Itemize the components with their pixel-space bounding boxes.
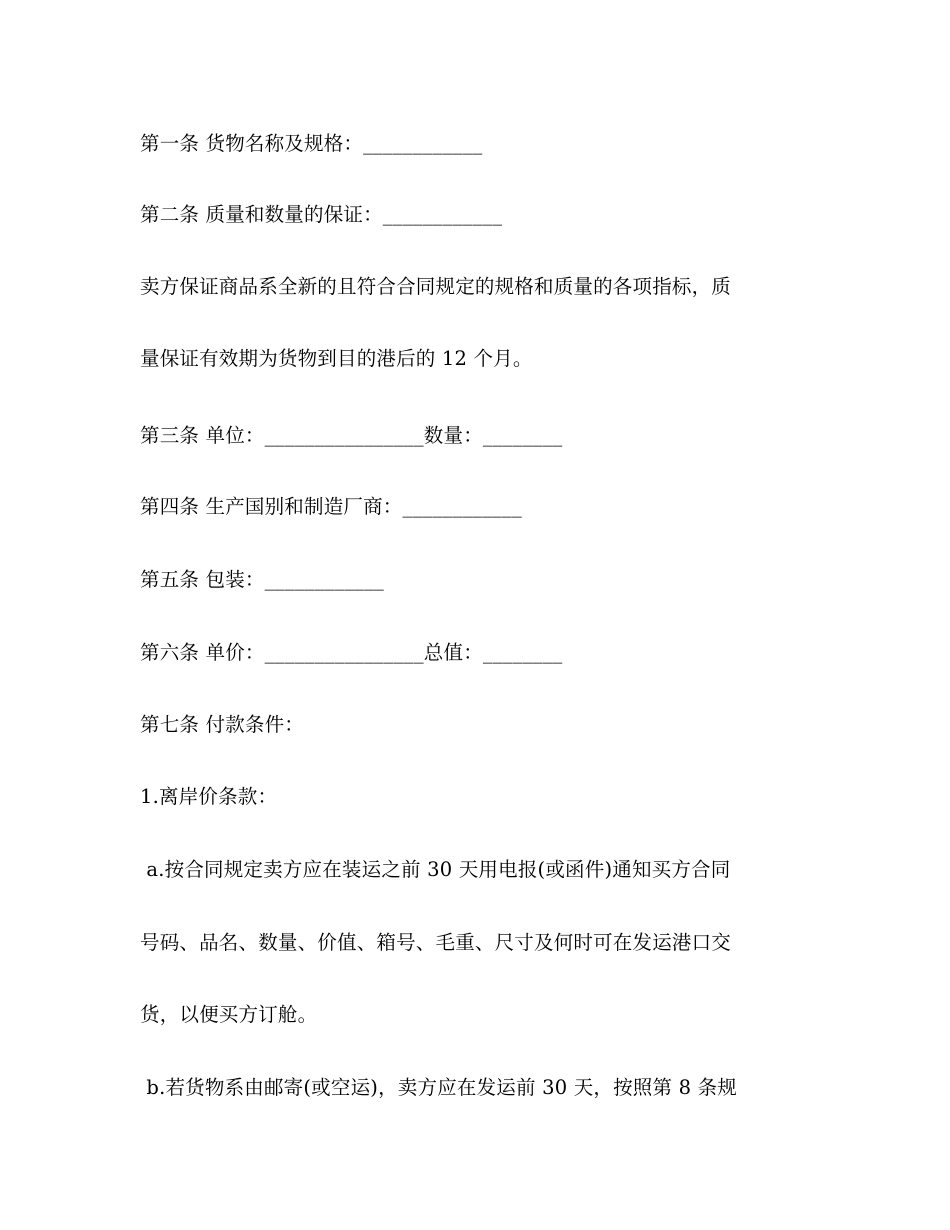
clause-3-unit-quantity: 第三条 单位：________________数量：________ [140,424,563,447]
clause-5-packing: 第五条 包装：____________ [140,568,384,591]
clause-4-origin-manufacturer: 第四条 生产国别和制造厂商：____________ [140,495,522,518]
item-a-line-2: 号码、品名、数量、价值、箱号、毛重、尺寸及何时可在发运港口交 [140,931,732,954]
item-1-fob-terms: 1.离岸价条款： [140,785,278,808]
paragraph-quality-guarantee-line-2: 量保证有效期为货物到目的港后的 12 个月。 [140,347,533,370]
clause-7-payment-terms: 第七条 付款条件： [140,713,304,736]
clause-6-price-total: 第六条 单价：________________总值：________ [140,641,563,664]
clause-2-quality-quantity: 第二条 质量和数量的保证：____________ [140,203,503,226]
item-a-line-3: 货，以便买方订舱。 [140,1003,318,1026]
item-b-line-1: b.若货物系由邮寄(或空运)，卖方应在发运前 30 天，按照第 8 条规 [140,1076,738,1099]
clause-1-goods-name: 第一条 货物名称及规格：____________ [140,132,483,155]
item-a-line-1: a.按合同规定卖方应在装运之前 30 天用电报(或函件)通知买方合同 [140,858,731,881]
paragraph-quality-guarantee-line-1: 卖方保证商品系全新的且符合合同规定的规格和质量的各项指标，质 [140,275,732,298]
